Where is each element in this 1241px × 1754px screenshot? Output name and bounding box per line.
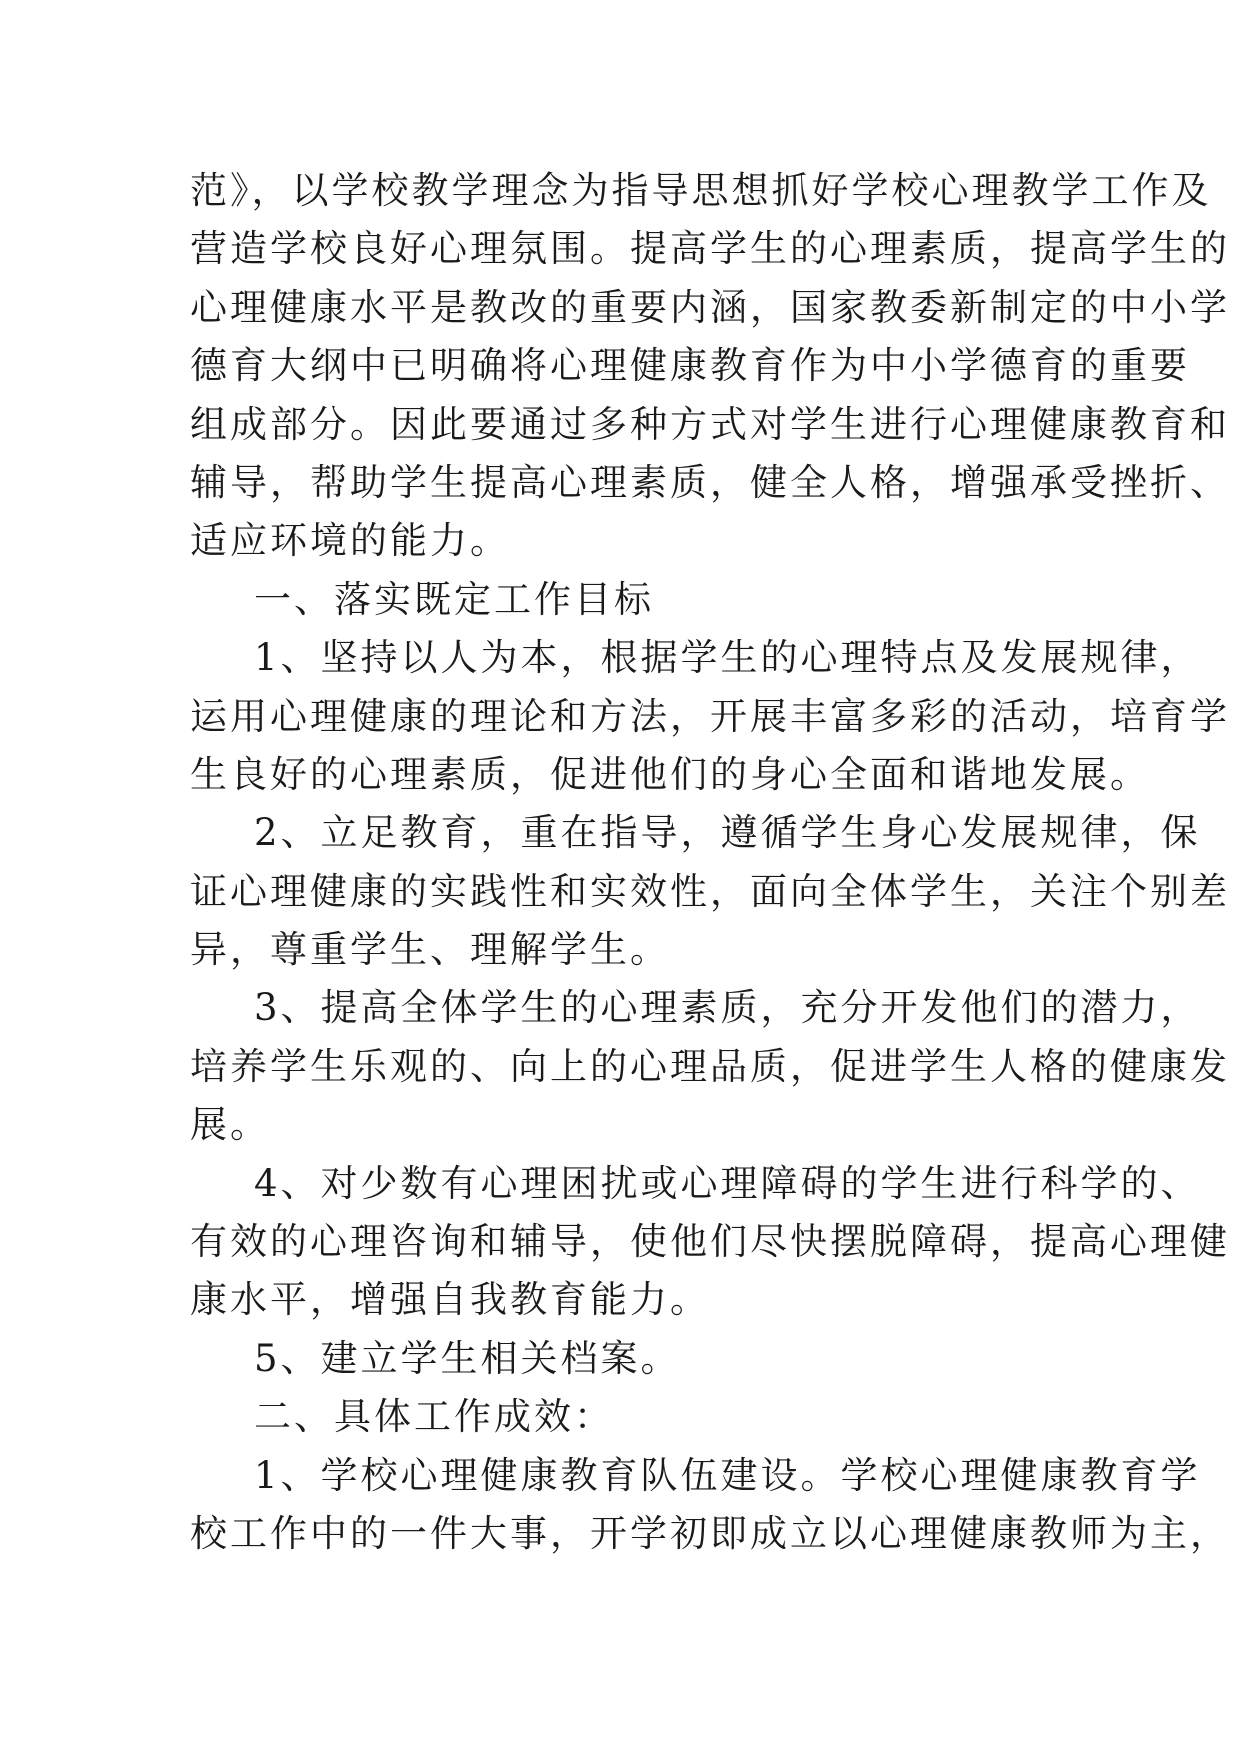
text-line: 范》，以学校教学理念为指导思想抓好学校心理教学工作及 (190, 169, 1212, 212)
list-item-start: 1、学校心理健康教育队伍建设。学校心理健康教育学 (254, 1453, 1201, 1497)
text-line: 运用心理健康的理论和方法，开展丰富多彩的活动，培育学 (190, 694, 1230, 738)
list-item-start: 1、坚持以人为本，根据学生的心理特点及发展规律， (254, 636, 1201, 680)
section-heading: 二、具体工作成效： (254, 1395, 614, 1439)
text-line: 德育大纲中已明确将心理健康教育作为中小学德育的重要 (190, 344, 1190, 388)
text-line: 辅导，帮助学生提高心理素质，健全人格，增强承受挫折、 (190, 460, 1230, 504)
section-heading: 一、落实既定工作目标 (254, 577, 654, 621)
text-line: 证心理健康的实践性和实效性，面向全体学生，关注个别差 (190, 869, 1230, 913)
text-line: 生良好的心理素质，促进他们的身心全面和谐地发展。 (190, 752, 1150, 796)
text-line: 适应环境的能力。 (190, 519, 510, 563)
text-line: 营造学校良好心理氛围。提高学生的心理素质，提高学生的 (190, 227, 1230, 271)
text-line: 心理健康水平是教改的重要内涵，国家教委新制定的中小学 (190, 285, 1230, 329)
list-item-start: 2、立足教育，重在指导，遵循学生身心发展规律，保 (254, 811, 1201, 855)
text-line: 康水平，增强自我教育能力。 (190, 1278, 710, 1322)
text-line: 展。 (190, 1103, 270, 1147)
list-item-start: 5、建立学生相关档案。 (254, 1336, 681, 1380)
text-line: 校工作中的一件大事，开学初即成立以心理健康教师为主， (190, 1511, 1230, 1555)
text-line: 有效的心理咨询和辅导，使他们尽快摆脱障碍，提高心理健 (190, 1220, 1230, 1264)
list-item-start: 3、提高全体学生的心理素质，充分开发他们的潜力， (254, 986, 1201, 1030)
text-line: 组成部分。因此要通过多种方式对学生进行心理健康教育和 (190, 402, 1230, 446)
list-item-start: 4、对少数有心理困扰或心理障碍的学生进行科学的、 (254, 1161, 1201, 1205)
document-body (190, 162, 1230, 1563)
text-line: 异，尊重学生、理解学生。 (190, 928, 670, 972)
text-line: 培养学生乐观的、向上的心理品质，促进学生人格的健康发 (190, 1044, 1230, 1088)
